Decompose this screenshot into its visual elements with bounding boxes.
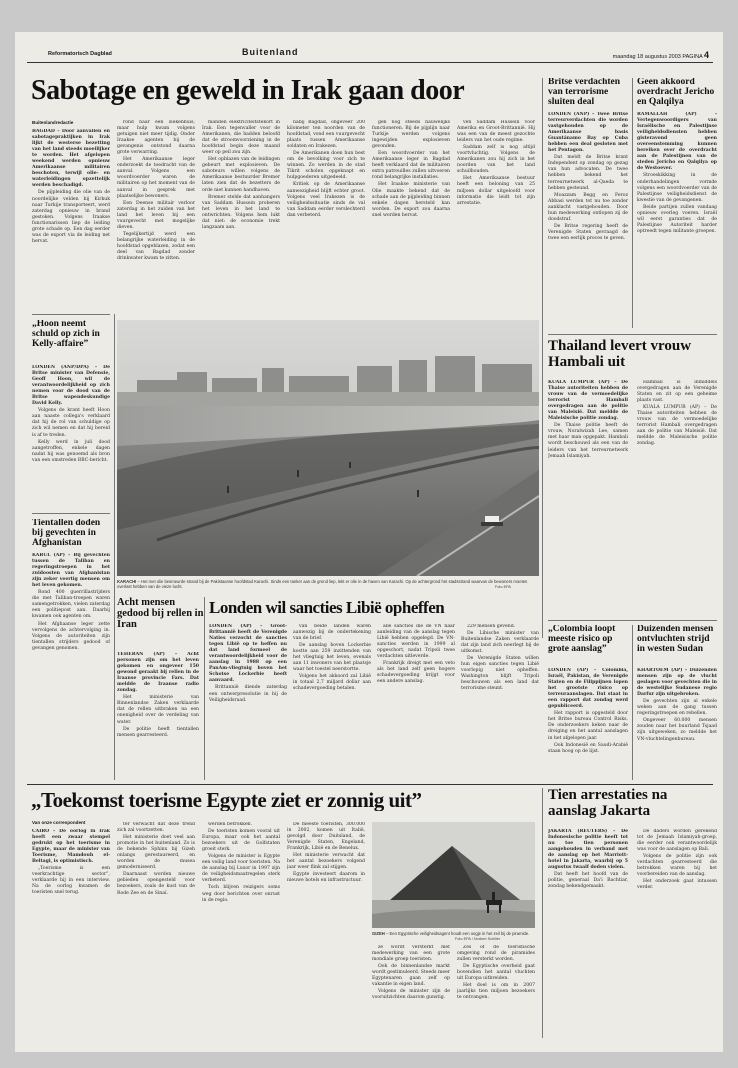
egypte-byline: Van onze correspondent [32, 820, 86, 825]
photo-karachi-credit: Foto EPA [495, 585, 511, 589]
rule [32, 314, 110, 315]
page-number: 4 [703, 50, 709, 60]
photo-giza [372, 822, 535, 928]
colombia-body: LONDEN (AP) – Colombia, Israël, Pakistan, de Verenigde Staten en de Filippijnen lopen het grootste risico op terreuraanslagen. Dat staat in een rapport dat zondag werd gepubliceerd. Het rapport is opgesteld door het Britse bureau Control Risks. De onderzoekers keken naar de dreiging en het aantal aanslagen in het afgelopen jaar. Ook Indonesië en Saudi-Arabië staan hoog op de lijst. [548, 668, 628, 754]
akkoord-headline: Geen akkoord overdracht Jericho en Qalqilya [637, 78, 715, 107]
photo-karachi [117, 320, 539, 576]
libie-col-3: alle sancties die de VN naar aanleiding van de aanslag tegen Libië hebben opgelegd. De VN-sancties werden in 1999 al opgeschort, nadat Tripoli twee verdachten uitleverde. Frankrijk dreigt met een veto als het land zelf geen hogere schadevergoeding krijgt voor een andere aanslag. [377, 624, 455, 685]
iran-headline: Acht mensen gedood bij rellen in Iran [117, 597, 204, 631]
thailand-headline: Thailand levert vrouw Hambali uit [548, 339, 692, 370]
afghan-headline: Tientallen doden bij gevechten in Afghanistan [32, 519, 101, 548]
egypte-col-6: Zes of de toeristische omgeving rond de piramides zullen versterkt worden. De Egyptische overheid gaat bovendien het aantal vluchten uit Europa uitbreiden. Het doel is om in 2007 jaarlijks tien miljoen bezoekers te ontvangen. [457, 945, 535, 1001]
egypte-headline: „Toekomst toerisme Egypte ziet er zonnig uit” [31, 790, 422, 811]
egypte-col-1: CAIRO – De oorlog in Irak heeft een zwaar stempel gedrukt op het toerisme in Egypte, maar de minister van Toerisme, Mamdouh el-Beltagi, is optimistisch. „Toerisme is een veerkrachtige sector”, verklaarde hij in een interview. Na de oorlog kwamen de toeristen snel terug. [32, 829, 110, 896]
iran-body: TEHERAN (AP) – Acht personen zijn om het leven gekomen en ongeveer 150 gewond geraakt bij rellen in de Iraanse provincie Fars. Dat meldde de Iraanse radio zondag. Het ministerie van Binnenlandse Zaken verklaarde dat de rellen uitbraken na een onenigheid over de verdeling van water. De politie heeft tientallen mensen gearresteerd. [117, 652, 199, 738]
column-rule [114, 314, 115, 780]
libie-headline: Londen wil sancties Libië opheffen [209, 599, 445, 616]
lead-col-6: ven Saddam Hussein voor Amerika en Groot-Brittannië. Hij was een van de meest gezochte leiders van het oude regime. Saddam zelf is nog altijd voortvluchtig. Volgens de Amerikanen zou hij zich in het noorden van het land schuilhouden. Het Amerikaanse bestuur heeft een beloning van 25 miljoen dollar uitgeloofd voor informatie die leidt tot zijn arrestatie. [457, 120, 535, 206]
photo-giza-credit: Foto EPA / Norbert Schiller [455, 937, 501, 941]
jakarta-headline: Tien arrestaties na aanslag Jakarta [548, 788, 668, 819]
header-rule [27, 62, 713, 63]
sudan-body: KHARTOEM (AP) – Duizenden mensen zijn op de vlucht geslagen voor gevechten die in de westelijke Sudanese regio Darfur zijn uitgebroken. De gevechten zijn al enkele weken aan de gang tussen regeringstroepen en rebellen. Ongeveer 60.000 mensen zouden naar het buurland Tsjaad zijn uitgeweken, zo meldde het VN-vluchtelingenbureau. [637, 668, 717, 742]
lead-col-3: manden elektriciteitstekort in Irak. Een tegenvaller voor de Amerikanen, die hadden beloofd dat de stroomvoorziening in de hoofdstad begin deze maand weer op peil zou zijn. Het opblazen van de leidingen gebeurt met explosieven. De saboteurs willen volgens de Amerikaanse bestuurder Bremer laten zien dat de bezetters de orde niet kunnen handhaven. Bremer stelde dat aanhangers van Saddam Hussein proberen het leven in het land te ontwrichten. Volgens hem lukt dat niet: de economie trekt langzaam aan. [202, 120, 280, 230]
lead-col-1: BAGDAD – Door aanvallen en sabotagepraktijken in Irak lijkt de westerse bezetting van het land steeds moeilijker te worden. Het afgelopen weekend werden opnieuw Amerikaanse militairen beschoten, terwijl olie- en waterleidingen opzettelijk werden beschadigd. De pijpleiding die olie van de noordelijke velden bij Kirkuk naar Turkije transporteert, werd zaterdag opnieuw in brand gestoken. Volgens Iraakse functionarissen liep de leiding grote schade op. Een dag eerder was de export via de leiding net hervat. [32, 129, 110, 244]
lead-col-2: rond naar een ziekenhuis, maar hulp kwam volgens getuigen niet meer tijdig. Onder Iraakse agenten bij de gevangenis ontstond daarna grote verwarring. Het Amerikaanse leger onderzoekt de toedracht van de aanval. Volgens een woordvoerder waren de militairen op het moment van de aanval in gesprek met plaatselijke bewoners. Een Deense militair verloor zaterdag in het zuiden van het land het leven bij een vuurgevecht met mogelijke dieven. Tegelijkertijd werd een belangrijke waterleiding in de hoofdstad opgeblazen, zodat een deel van Bagdad zonder drinkwater kwam te zitten. [117, 120, 195, 262]
egypte-col-5: ze wordt versterkt met medewerking van een grote mondiale groep toeristen. Ook de binnenlandse markt wordt gestimuleerd. Steeds meer Egyptenaren gaan zelf op vakantie in eigen land. Volgens de minister zijn de vooruitzichten daarom gunstig. [372, 945, 450, 1001]
egypte-col-4: De meeste toeristen, 300.000 in 2002, komen uit Italië, gevolgd door Duitsland, de Verenigde Staten, Engeland, Frankrijk, Libië en de Benelux. Het ministerie verwacht dat het aantal bezoekers volgend jaar weer flink zal stijgen. Egypte investeert daarom in nieuwe hotels en infrastructuur. [287, 822, 365, 884]
thailand-col-1: KUALA LUMPUR (AP) – De Thaise autoriteiten hebben de vrouw van de vermoedelijke terrorist Hambali overgedragen aan de politie van Maleisië. Dat meldde de Maleisische politie zondag. De Thaise politie heeft de vrouw, Noralwizah Lee, samen met haar man opgepakt. Hambali wordt beschouwd als een van de leiders van het terreurnetwerk Jemaah Islamiyah. [548, 380, 628, 459]
photo-karachi-caption: KARACHI – Het met olie besmeurde strand bij de Pakistaanse hoofdstad Karachi. Sinds een tanker aan de grond liep, lekt er olie in de haven van Karachi. Op de achtergrond het stadsstrand waarvan de bewoners moeten overlast hebben van de vieze lucht. [117, 579, 528, 590]
afghan-body: KABUL (AP) – Bij gevechten tussen de Taliban en regeringstroepen in het zuidoosten van Afghanistan zijn zeker veertig mensen om het leven gekomen. Rond 400 guerrillastrijders die met Taliban-troepen waren samengetrokken, vielen zaterdag een politiepost aan. Daarbij kwamen ook agenten om. Het Afghaanse leger zette vervolgens de achtervolging in. Volgens de autoriteiten zijn tientallen strijders gedood of gevangen genomen. [32, 553, 110, 651]
britse-body: LONDEN (ANP) – Twee Britse terreurverdachten die worden vastgehouden op de Amerikaanse basis Guantánamo Bay op Cuba hebben een deal gesloten met het Pentagon. Dat meldt de Britse krant Independent op zondag op gezag van hun advocaten. De twee hebben bekend het terreurnetwerk al-Qaeda te hebben gesteund. Moazzam Begg en Feroz Abbasi werden tot nu toe zonder aanklacht vastgehouden. Door hun medewerking ontlopen zij de doodstraf. De Britse regering heeft de Verenigde Staten gevraagd de twee een eerlijk proces te geven. [548, 112, 628, 241]
section-rule [27, 784, 713, 785]
libie-col-4: 229 mensen gevend. De Libische minister van Buitenlandse Zaken verklaarde dat zijn land zich neerlegt bij de uitkomst. De Verenigde Staten willen hun eigen sancties tegen Libië voorlopig niet opheffen. Washington blijft Tripoli beschouwen als een land dat terrorisme steunt. [461, 624, 539, 692]
libie-col-1: LONDEN (AP) – Groot-Brittannië heeft de Verenigde Naties verzocht de sancties tegen Libië op te heffen nu dat land formeel de verantwoordelijkheid voor de aanslag in 1988 op een PanAm-vliegtuig boven het Schotse Lockerbie heeft aanvaard. Brittannië diende zaterdag een ontwerpresolutie in bij de Veiligheidsraad. [209, 624, 287, 703]
lead-byline: Buitenlandredactie [32, 120, 74, 125]
newspaper-page [15, 32, 723, 1052]
column-rule [542, 788, 543, 1038]
page-header [15, 48, 723, 60]
rule [32, 513, 110, 514]
egypte-col-3: werden betrokken. De toeristen komen vooral uit Europa, maar ook het aantal bezoekers uit de Golfstaten groeit sterk. Volgens de minister is Egypte een veilig land voor toeristen. Na de aanslag bij Luxor in 1997 zijn de veiligheidsmaatregelen sterk verbeterd. Toch blijven reizigers soms weg door berichten over onrust in de regio. [202, 822, 280, 903]
lead-col-4: nabij Bagdad, ongeveer 200 kilometer ten noorden van de hoofdstad, vond een vuurgevecht plaats tussen Amerikaanse soldaten en Irakezen. De Amerikanen doen hun best om de bevolking voor zich te winnen. Zo werden in de stad Tikrit scholen opgeknapt en hulpgoederen uitgedeeld. Kritiek op de Amerikaanse aanwezigheid blijft echter groot. Volgens veel Irakezen is de veiligheidssituatie sinds de val van Saddam eerder verslechterd dan verbeterd. [287, 120, 365, 218]
lead-headline: Sabotage en geweld in Irak gaan door [31, 77, 465, 105]
egypte-col-2: ter verwacht dat deze trend zich zal voortzetten. Het ministerie doet veel aan promotie in het buitenland. Zo is de bekende Sphinx bij Gizeh onlangs gerestaureerd, en worden de musea gemoderniseerd. Daarnaast worden nieuwe gebieden opengesteld voor bezoekers, zoals de kust van de Rode Zee en de Sinaï. [117, 822, 195, 896]
britse-headline: Britse verdachten van terrorisme sluiten deal [548, 78, 621, 107]
photo-karachi-image [117, 320, 539, 576]
column-rule [542, 78, 543, 638]
colombia-headline: „Colombia loopt meeste risico op grote aanslag” [548, 625, 616, 654]
kelly-body: LONDEN (ANP/DPA) – De Britse minister van Defensie, Geoff Hoon, wil de verantwoordelijkheid op zich nemen voor de dood van de Britse wapendeskundige David Kelly. Volgens de krant heeft Hoon aan naaste collega's verklaard dat hij de rol van schuldige op zich wil nemen en dat hij bereid is af te treden. Kelly werd in juli dood aangetroffen, enkele dagen nadat hij was genoemd als bron van een omstreden BBC-bericht. [32, 365, 110, 463]
photo-giza-caption: GIZEH – Een Egyptische veiligheidsagent houdt een oogje in het zeil bij de piramide. [372, 931, 530, 936]
akkoord-body: RAMALLAH (AP) – Vertegenwoordigers van Israëlische en Palestijnse veiligheidsdiensten hebben gisteravond geen overeenstemming kunnen bereiken over de overdracht aan de Palestijnen van de steden Jericho en Qalqilya op de Westoever. Stroeskikking in de onderhandelingen vormde volgens een woordvoerder van de Palestijnse veiligheidsdienst de kwestie van de gevangenen. Beide partijen zullen vandaag opnieuw overleg voeren. Israël wil eerst garanties dat de Palestijnse Autoriteit harder optreedt tegen militante groepen. [637, 112, 717, 234]
section-title: Buitenland [242, 47, 299, 57]
column-rule [632, 78, 633, 328]
sudan-headline: Duizenden mensen ontvluchten strijd in westen Sudan [637, 625, 714, 654]
column-rule [204, 597, 205, 780]
jakarta-col-1: JAKARTA (REUTERS) – De Indonesische politie heeft tot nu toe tien personen aangehouden in verband met de aanslag op het Marriott-hotel in Jakarta, waarbij op 5 augustus twaalf doden vielen. Dat heeft het hoofd van de politie, generaal Da'i Bachtiar, zondag bekendgemaakt. [548, 829, 628, 890]
paper-name: Reformatorisch Dagblad [48, 51, 112, 57]
page-label: PAGINA [682, 54, 703, 60]
lead-col-5: gen nog steeds nauwelijks functioneren. Bij de pijplijn naar Turkije werden volgens ingewijden explosieven gevonden. Een woordvoerder van het Amerikaanse leger in Bagdad heeft verklaard dat de militairen extra patrouilles zullen uitvoeren rond belangrijke installaties. Het Iraakse ministerie van Olie maakte bekend dat de schade aan de pijpleiding binnen enkele dagen hersteld kan worden. De export zou daarna snel worden hervat. [372, 120, 450, 218]
rule [548, 620, 717, 621]
kelly-headline: „Hoon neemt schuld op zich in Kelly-affaire” [32, 320, 100, 349]
date: maandag 18 augustus 2003 [612, 54, 681, 60]
jakarta-col-2: De daders worden gerekend tot de Jemaah Islamiyah-groep, die eerder ook verantwoordelijk was voor de aanslagen op Bali. Volgens de politie zijn ook verdachten gearresteerd die betrokken waren bij het voorbereiden van de aanslag. Het onderzoek gaat intussen verder. [637, 829, 717, 891]
column-rule [632, 625, 633, 780]
thailand-col-2: Hambali is inmiddels overgedragen aan de Verenigde Staten en zit op een geheime plaats vast. KUALA LUMPUR (AP) – De Thaise autoriteiten hebben de vrouw van de vermoedelijke terrorist Hambali overgedragen aan de politie van Maleisië. Dat meldde de Maleisische politie zondag. [637, 380, 717, 447]
date-page [613, 50, 709, 60]
photo-giza-image [372, 822, 535, 928]
rule [548, 334, 717, 335]
libie-col-2: van beide landen waren aanwezig bij de ondertekening van de brief. De aanslag boven Lockerbie kostte aan 259 inzittenden van het vliegtuig het leven, evenals aan 11 inwoners van het plaatsje waar het toestel neerstortte. Volgens het akkoord zal Libië in totaal 2,7 miljard dollar aan schadevergoeding betalen. [293, 624, 371, 692]
